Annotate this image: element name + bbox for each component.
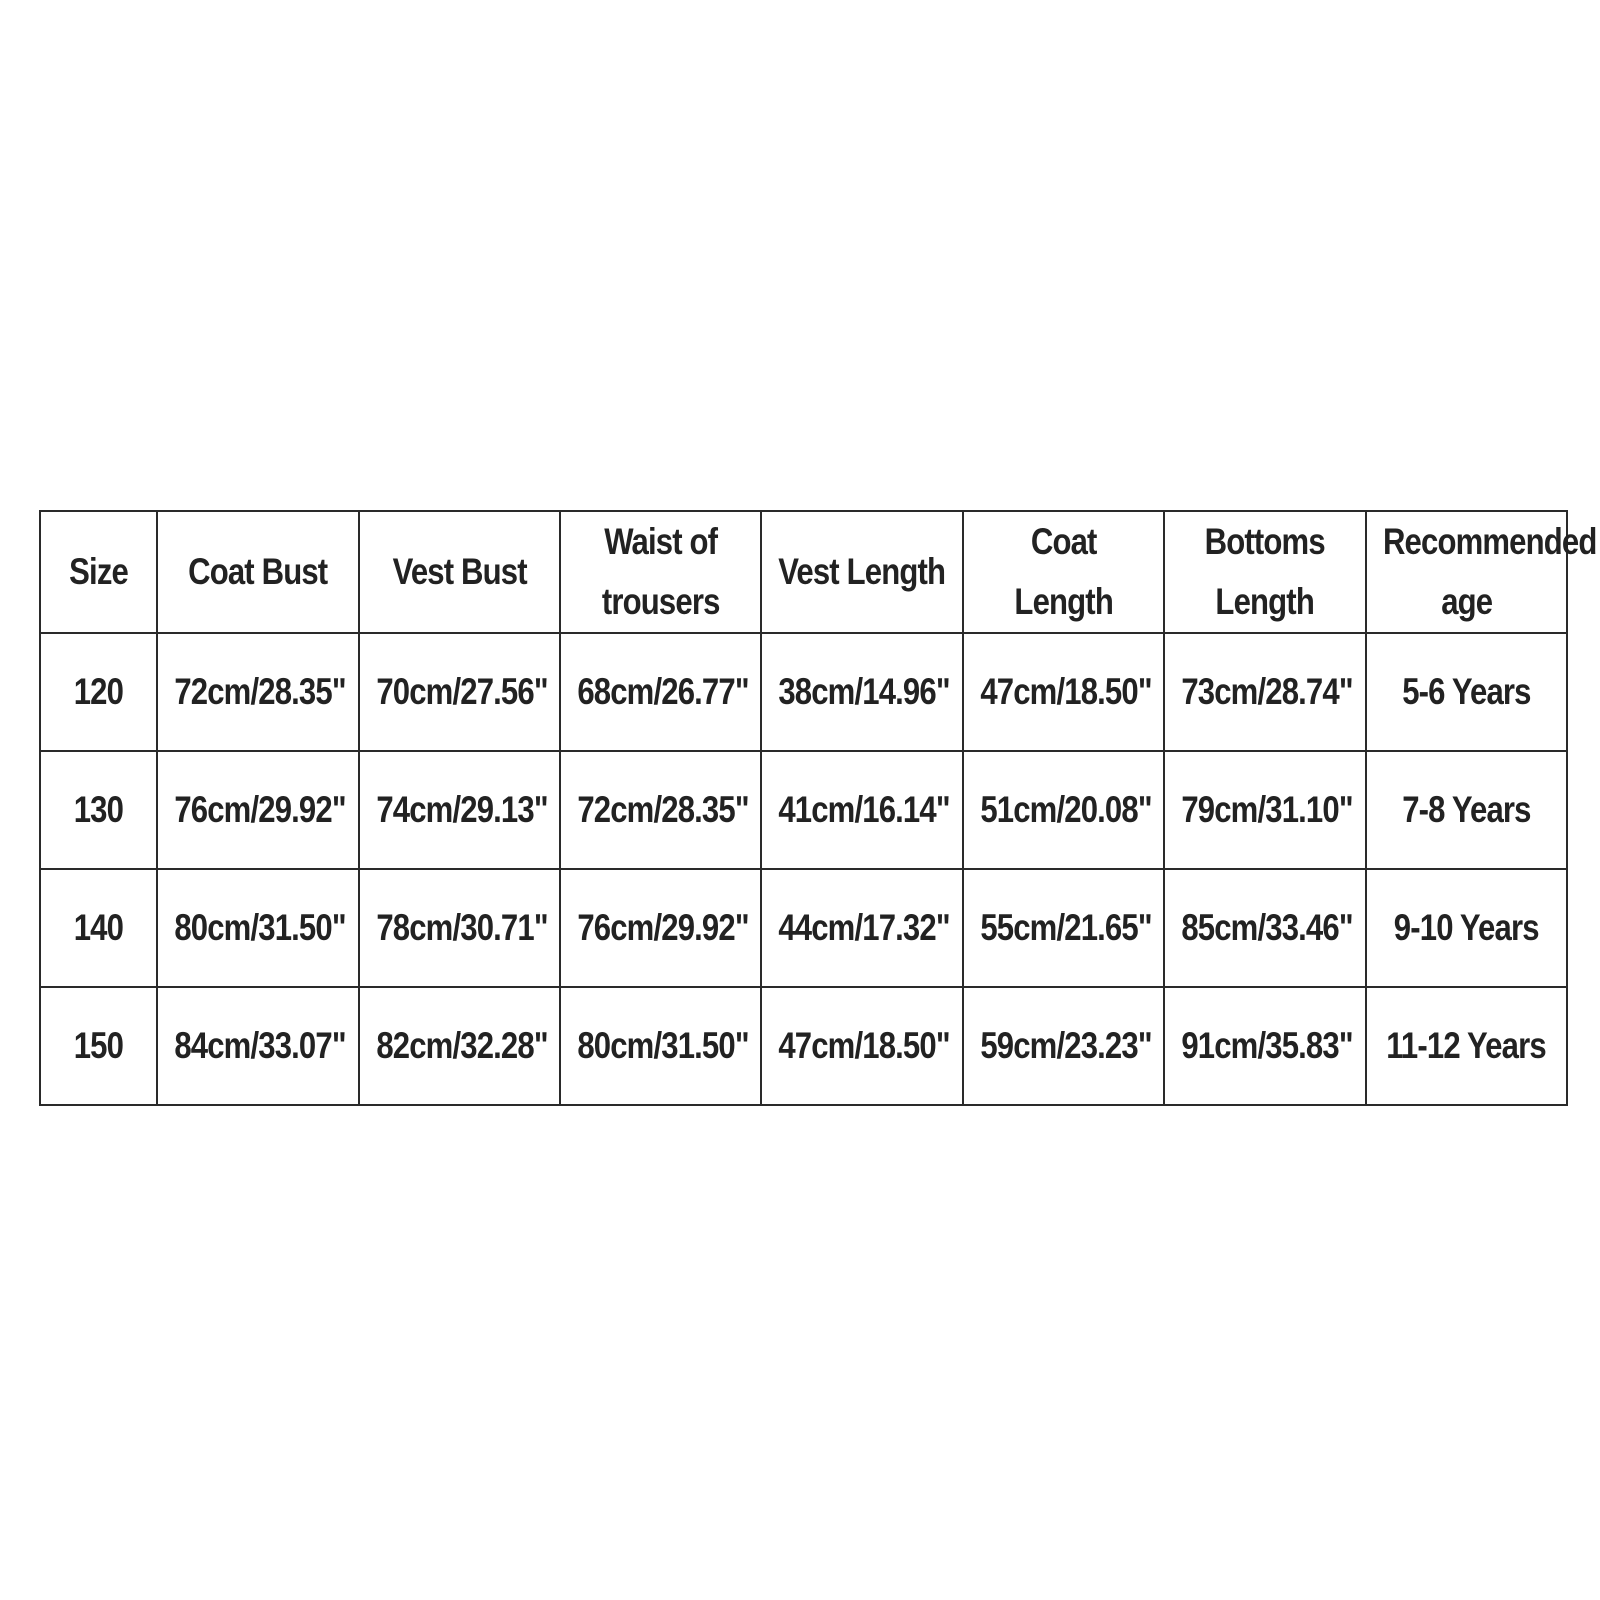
table-cell: 84cm/33.07" [157,987,358,1105]
table-cell: 7-8 Years [1366,751,1567,869]
table-cell: 47cm/18.50" [761,987,962,1105]
table-cell: 150 [40,987,157,1105]
table-cell: 76cm/29.92" [560,869,761,987]
header-cell-size: Size [40,511,157,633]
table-cell: 47cm/18.50" [963,633,1164,751]
size-chart [39,510,1597,1097]
table-row [40,633,1567,751]
table-cell: 80cm/31.50" [157,869,358,987]
table-cell: 130 [40,751,157,869]
table-cell: 140 [40,869,157,987]
table-row [40,869,1567,987]
table-cell: 80cm/31.50" [560,987,761,1105]
table-row [40,987,1567,1105]
table-cell: 72cm/28.35" [560,751,761,869]
header-cell-coat-length: Coat Length [963,511,1164,633]
table-cell: 78cm/30.71" [359,869,560,987]
table-cell: 76cm/29.92" [157,751,358,869]
table-cell: 38cm/14.96" [761,633,962,751]
table-cell: 85cm/33.46" [1164,869,1365,987]
table-row [40,751,1567,869]
table-cell: 41cm/16.14" [761,751,962,869]
header-cell-coat-bust: Coat Bust [157,511,358,633]
header-row [40,511,1567,633]
table-cell: 74cm/29.13" [359,751,560,869]
header-cell-bottoms-length: Bottoms Length [1164,511,1365,633]
table-cell: 5-6 Years [1366,633,1567,751]
header-cell-vest-bust: Vest Bust [359,511,560,633]
table-cell: 120 [40,633,157,751]
table-cell: 11-12 Years [1366,987,1567,1105]
header-cell-recommended-age: Recommended age [1366,511,1567,633]
table-cell: 44cm/17.32" [761,869,962,987]
header-cell-vest-length: Vest Length [761,511,962,633]
table-cell: 68cm/26.77" [560,633,761,751]
table-cell: 70cm/27.56" [359,633,560,751]
size-table [39,510,1597,1106]
table-cell: 9-10 Years [1366,869,1567,987]
table-cell: 91cm/35.83" [1164,987,1365,1105]
table-cell: 82cm/32.28" [359,987,560,1105]
header-cell-waist-of-trousers: Waist of trousers [560,511,761,633]
table-cell: 59cm/23.23" [963,987,1164,1105]
table-cell: 79cm/31.10" [1164,751,1365,869]
table-cell: 55cm/21.65" [963,869,1164,987]
table-cell: 73cm/28.74" [1164,633,1365,751]
table-cell: 51cm/20.08" [963,751,1164,869]
table-cell: 72cm/28.35" [157,633,358,751]
